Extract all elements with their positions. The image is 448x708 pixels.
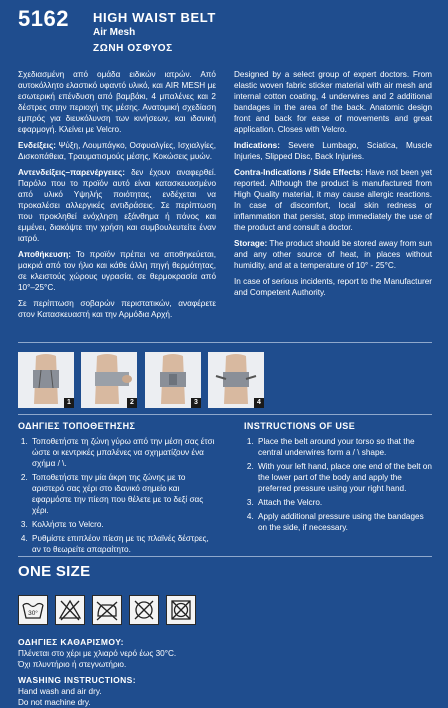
product-subtitle-en: Air Mesh: [93, 27, 136, 38]
greek-contra: [18, 167, 216, 244]
greek-indications: [18, 140, 216, 162]
figure-number-2: 2: [127, 398, 137, 408]
english-storage-text: The product should be stored away from sun and any other source of heat, in places without humidity, and at a temperature of 10° - 25°C.: [234, 239, 432, 270]
english-instructions-title: INSTRUCTIONS OF USE: [244, 421, 356, 431]
english-washing-instructions: [18, 675, 136, 708]
figure-number-1: 1: [64, 398, 74, 408]
english-description-column: [234, 69, 432, 303]
greek-washing-title: ΟΔΗΓΙΕΣ ΚΑΘΑΡΙΣΜΟΥ:: [18, 637, 124, 647]
english-storage-label: Storage:: [234, 239, 268, 248]
fitting-figure-4: [208, 352, 264, 408]
fitting-figure-3: [145, 352, 201, 408]
english-contra: [234, 167, 432, 233]
english-step-3: 3. Attach the Velcro.: [256, 497, 434, 508]
greek-washing-line-2: Όχι πλυντήριο ή στεγνωτήριο.: [18, 660, 127, 669]
greek-step-4: 4. Ρυθμίστε επιπλέον πίεση με τις πλαϊνές δέστρες, αν το θεωρείτε απαραίτητο.: [30, 533, 218, 555]
no-tumble-dry-icon: [166, 595, 196, 625]
english-step-4: 4. Apply additional pressure using the bandages on the side, if necessary.: [256, 511, 434, 533]
greek-description-column: [18, 69, 216, 325]
wash-temperature: 30°: [28, 610, 38, 617]
english-washing-line-2: Do not machine dry.: [18, 698, 91, 707]
greek-step-1: 1. Τοποθετήστε τη ζώνη γύρω από την μέση σας έτσι ώστε οι κεντρικές μπαλένες να σχηματίζουν ένα σχήμα / \.: [30, 436, 218, 469]
greek-indications-label: Ενδείξεις:: [18, 141, 56, 150]
english-contra-text: Have not been yet reported. Although the product is manufactured from High Quality material, it may cause allergic reactions. In case of discomfort, local skin redness or inflammation that persist, stop immediately the use of the product and consult a doctor.: [234, 168, 432, 232]
product-code: 5162: [18, 6, 69, 31]
section-divider: [18, 342, 432, 343]
no-iron-icon: [92, 595, 122, 625]
english-incident: In case of serious incidents, report to the Manufacturer and Competent Authority.: [234, 277, 432, 297]
english-indications-text: Severe Lumbago, Sciatica, Muscle Injuries, Slipped Disc, Back Injuries.: [234, 141, 432, 161]
fitting-figures: [18, 352, 438, 408]
english-step-1: 1. Place the belt around your torso so that the central underwires form a / \ shape.: [256, 436, 434, 458]
greek-washing-line-1: Πλένεται στο χέρι με χλιαρό νερό έως 30°C.: [18, 649, 177, 658]
greek-storage-label: Αποθήκευση:: [18, 250, 71, 259]
greek-incident: Σε περίπτωση σοβαρών περιστατικών, αναφέρετε στον Κατασκευαστή και την Αρμόδια Αρχή.: [18, 299, 216, 319]
section-divider: [18, 556, 432, 557]
no-bleach-icon: [55, 595, 85, 625]
english-description: Designed by a select group of expert doctors. From elastic woven fabric sticker material with air mesh and internal cotton coating, 4 underwires and 2 additional bandages in the area of the back. Anatomic design front and back for ease of movements and great application. Closes with Velcro.: [234, 70, 432, 134]
english-washing-title: WASHING INSTRUCTIONS:: [18, 675, 136, 685]
english-instructions: [244, 421, 434, 536]
english-contra-label: Contra-Indications / Side Effects:: [234, 168, 363, 177]
english-step-2: 2. With your left hand, place one end of the belt on the lower part of the body and apply the preferred pressure using your right hand.: [256, 461, 434, 494]
greek-storage: [18, 249, 216, 293]
greek-instructions: [18, 421, 218, 558]
greek-step-2: 2. Τοποθετήστε την μία άκρη της ζώνης με το αριστερό σας χέρι στο ιδανικό σημείο και εφαρμόστε την πίεση που θέλετε με το δεξί σας χέρι.: [30, 472, 218, 516]
section-divider: [18, 414, 432, 415]
figure-number-4: 4: [254, 398, 264, 408]
figure-number-3: 3: [191, 398, 201, 408]
greek-description: Σχεδιασμένη από ομάδα ειδικών ιατρών. Από αυτοκόλλητο ελαστικό υφαντό υλικό, και AIR MESH με εσωτερική επένδυση από βαμβάκι, 4 μπαλένες και 2 δέστρες στην περιοχή της μέσης. Ανατομική σχεδίαση εμπρός για διευκόλυνση των κινήσεων, και ιδανική εφαρμογή. Κλείνει με Velcro.: [18, 70, 216, 134]
greek-storage-text: Το προϊόν πρέπει να αποθηκεύεται, μακριά από τον ήλιο και κάθε άλλη πηγή θερμότητας, σε κλειστούς χώρους υγρασία, σε θερμοκρασία από 10°–25°C.: [18, 250, 216, 292]
greek-contra-label: Αντενδείξεις–παρενέργειες:: [18, 168, 125, 177]
english-indications-label: Indications:: [234, 141, 280, 150]
fitting-figure-2: [81, 352, 137, 408]
fitting-figure-1: [18, 352, 74, 408]
english-storage: [234, 238, 432, 271]
greek-instructions-title: ΟΔΗΓΙΕΣ ΤΟΠΟΘΕΤΗΣΗΣ: [18, 421, 136, 431]
no-dry-clean-icon: [129, 595, 159, 625]
product-subtitle-gr: ΖΩΝΗ ΟΣΦΥΟΣ: [93, 43, 173, 54]
greek-indications-text: Ψύξη, Λουμπάγκο, Οσφυαλγίες, Ισχιαλγίες, Δισκοπάθεια, Τραυματισμούς μέσης, Κοκώσεις μυών.: [18, 141, 216, 161]
greek-washing-instructions: [18, 637, 176, 670]
greek-step-3: 3. Κολλήστε το Velcro.: [30, 519, 218, 530]
greek-contra-text: δεν έχουν αναφερθεί. Παρόλο που το προϊόν αυτό είναι κατασκευασμένο από υλικό Υψηλής ποιότητας, ενδέχεται να προκαλέσει αλλεργικές αντιδράσεις. Σε περίπτωση που προκληθεί ενόχληση εξάνθημα ή πόνος και εμμένει, διακόψτε την χρήση και συμβουλευτείτε έναν ιατρό.: [18, 168, 216, 243]
product-title: HIGH WAIST BELT: [93, 10, 216, 25]
care-icons: [18, 595, 198, 627]
english-indications: [234, 140, 432, 162]
wash-30-icon: [18, 595, 48, 625]
product-header: [18, 6, 438, 58]
english-washing-line-1: Hand wash and air dry.: [18, 687, 102, 696]
size-label: ONE SIZE: [18, 563, 91, 580]
